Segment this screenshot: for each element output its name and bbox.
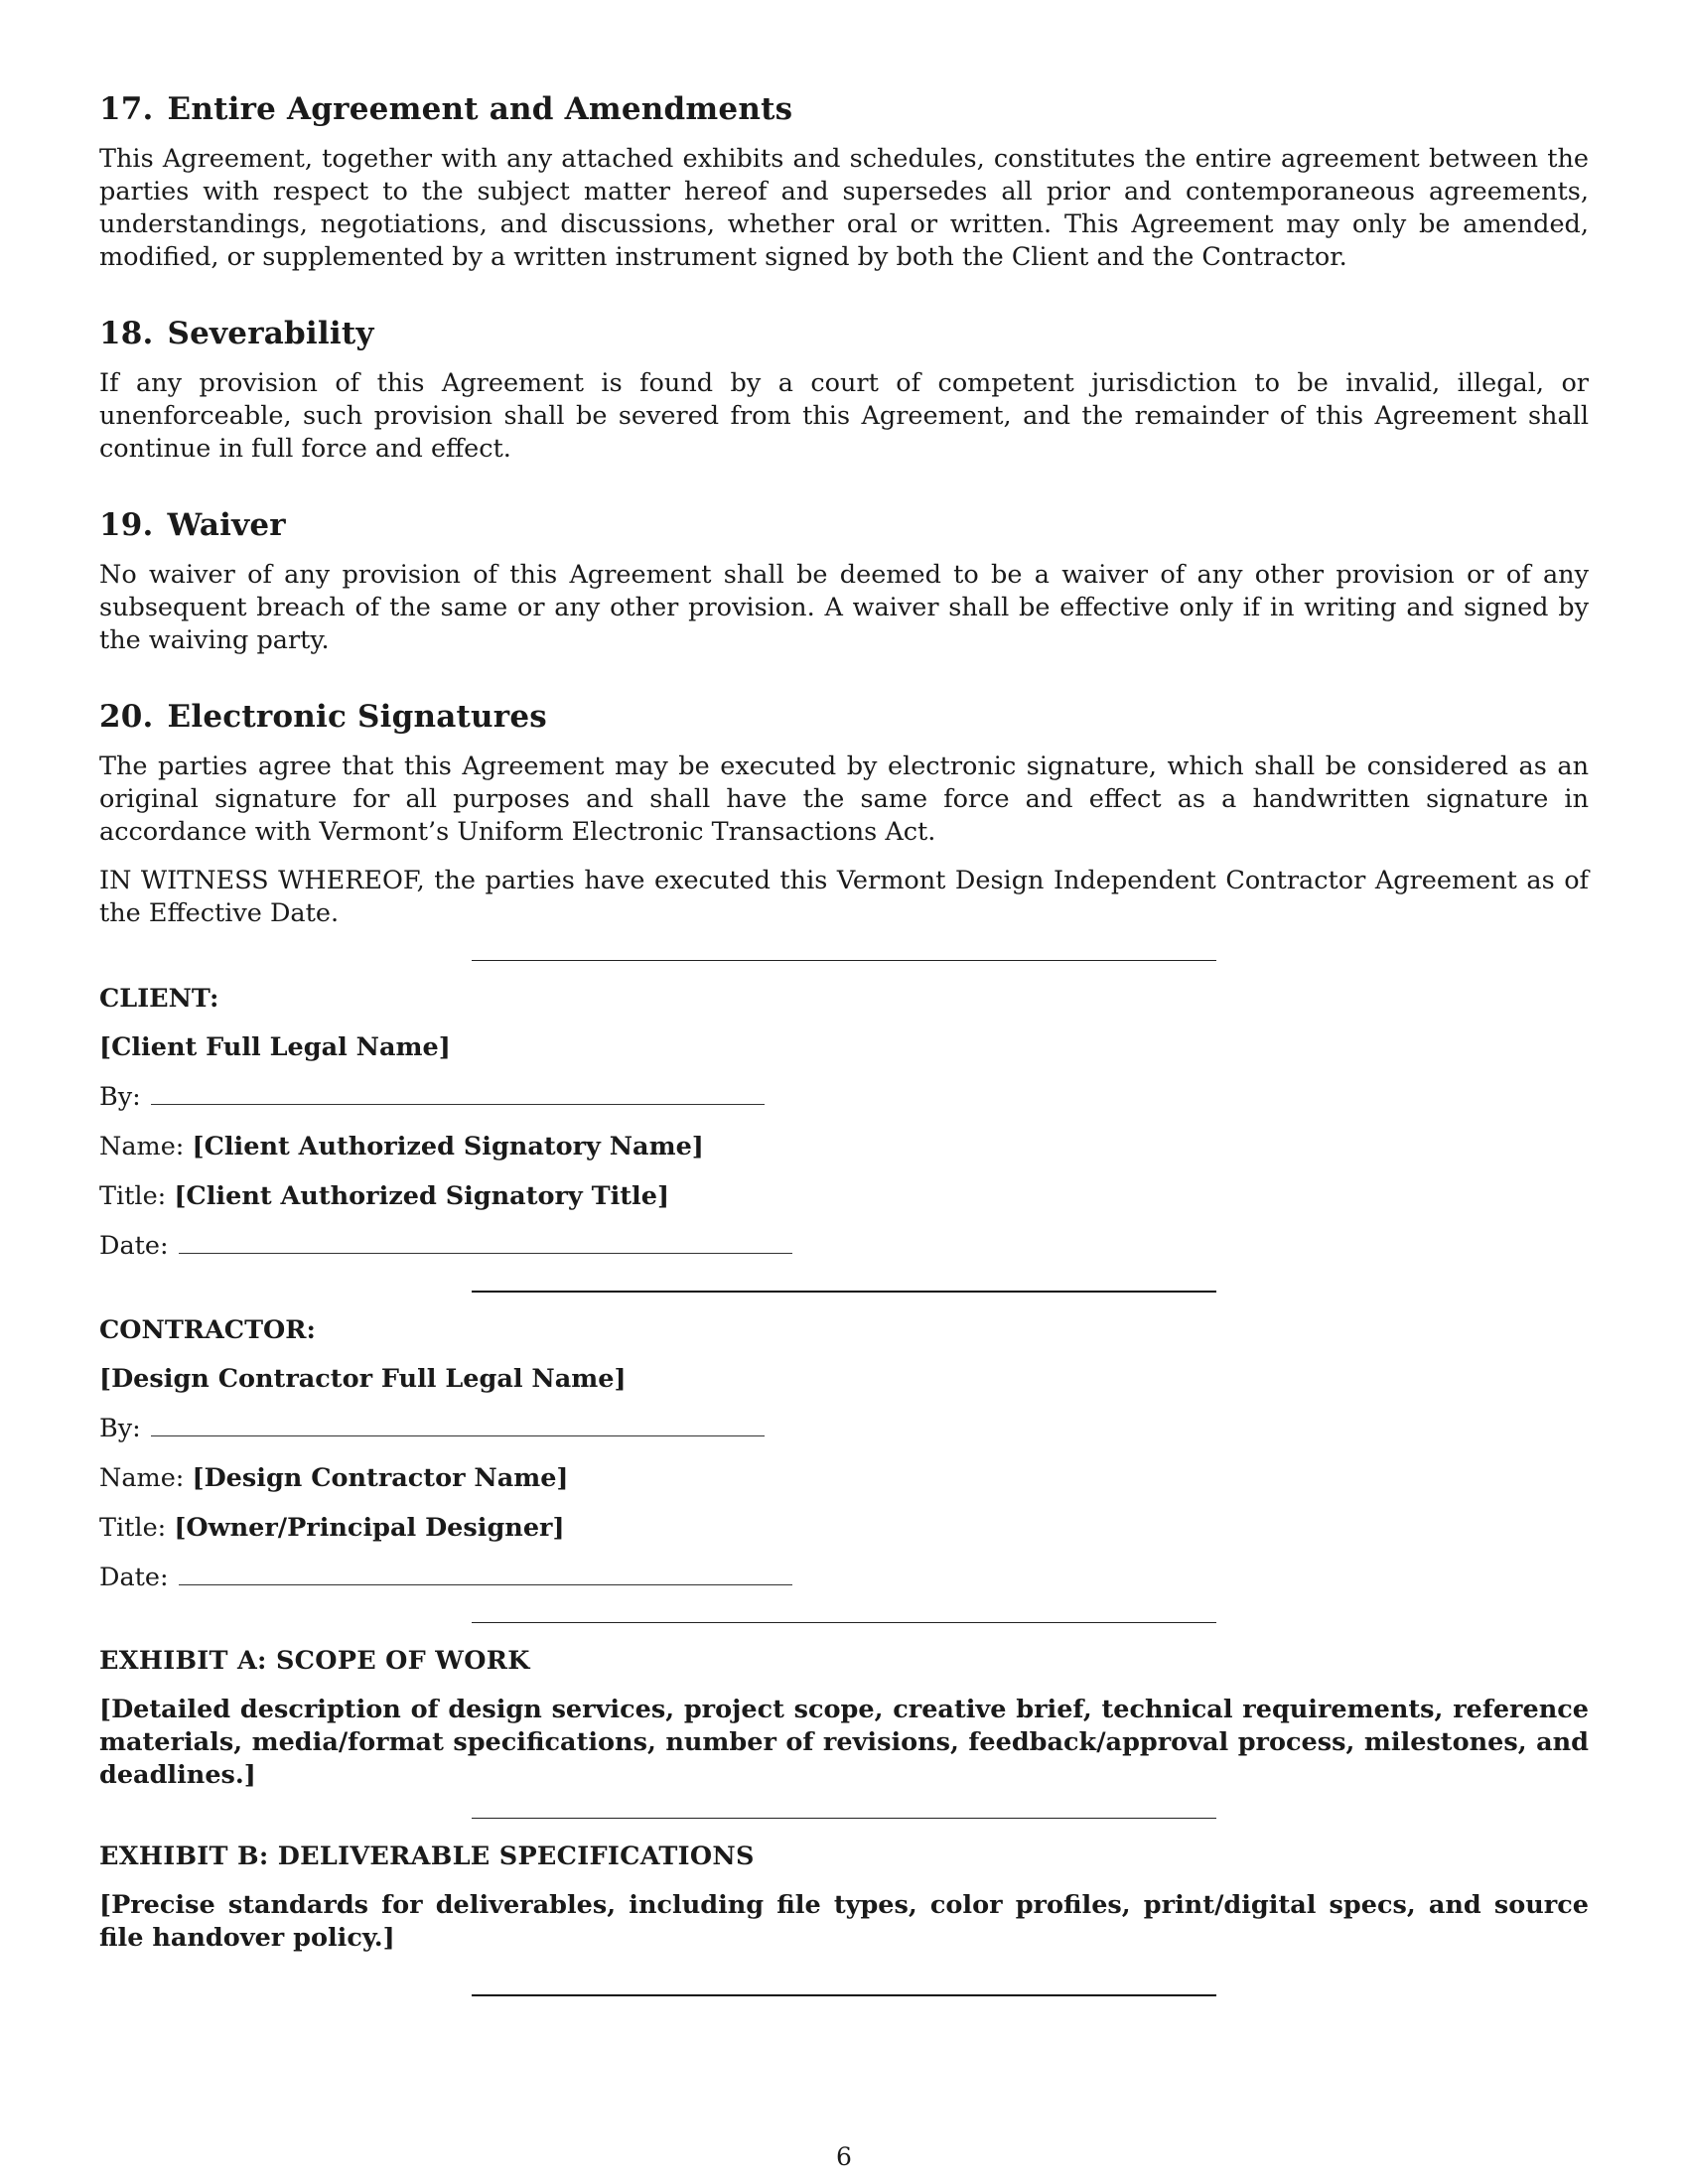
contractor-signature-line[interactable] bbox=[151, 1416, 765, 1436]
contractor-name-value: [Design Contractor Name] bbox=[192, 1463, 569, 1493]
client-legal-name: [Client Full Legal Name] bbox=[99, 1032, 451, 1062]
contractor-title-row bbox=[99, 1512, 1589, 1545]
section-17-number: 17. bbox=[99, 91, 154, 127]
contractor-legal-name: [Design Contractor Full Legal Name] bbox=[99, 1364, 627, 1394]
section-18-body: If any provision of this Agreement is found by a court of competent jurisdiction to be invalid, illegal, or unenforceable, such provision shall be severed from this Agreement, and the remainder of this Agreement shall continue in full force and effect. bbox=[99, 368, 1589, 464]
witness-clause: IN WITNESS WHEREOF, the parties have executed this Vermont Design Independent Contractor Agreement as of the Effective Date. bbox=[99, 866, 1589, 928]
contractor-date-line[interactable] bbox=[179, 1565, 792, 1585]
client-title-value: [Client Authorized Signatory Title] bbox=[174, 1181, 670, 1211]
client-label: CLIENT: bbox=[99, 984, 219, 1014]
contractor-name-row bbox=[99, 1462, 1589, 1495]
contractor-title-value: [Owner/Principal Designer] bbox=[174, 1513, 565, 1543]
section-19-heading bbox=[99, 505, 1589, 545]
client-by-row bbox=[99, 1081, 1589, 1114]
client-date-label: Date: bbox=[99, 1231, 169, 1261]
section-17-body: This Agreement, together with any attached exhibits and schedules, constitutes the entire agreement between the parties with respect to the subject matter hereof and supersedes all prior and contemporaneous agreements, understandings, negotiations, and discussions, whether oral or written. This Agreement may only be amended, modified, or supplemented by a written instrument signed by both the Client and the Contractor. bbox=[99, 144, 1589, 272]
section-20-heading bbox=[99, 697, 1589, 737]
contractor-label: CONTRACTOR: bbox=[99, 1315, 316, 1345]
client-name-value: [Client Authorized Signatory Name] bbox=[192, 1132, 704, 1161]
exhibit-b-title: EXHIBIT B: DELIVERABLE SPECIFICATIONS bbox=[99, 1842, 755, 1871]
client-name-row bbox=[99, 1131, 1589, 1163]
contractor-by-row bbox=[99, 1413, 1589, 1445]
divider-rule bbox=[472, 1994, 1216, 1996]
section-18-title: Severability bbox=[167, 316, 374, 351]
exhibit-a-title: EXHIBIT A: SCOPE OF WORK bbox=[99, 1646, 530, 1676]
contractor-name-label: Name: bbox=[99, 1463, 185, 1493]
contractor-date-label: Date: bbox=[99, 1563, 169, 1592]
section-20-body: The parties agree that this Agreement may be executed by electronic signature, which shall be considered as an original signature for all purposes and shall have the same force and effect as a handwritten signature in accordance with Vermont’s Uniform Electronic Transactions Act. bbox=[99, 751, 1589, 847]
section-17-title: Entire Agreement and Amendments bbox=[167, 91, 793, 127]
section-19-title: Waiver bbox=[167, 507, 286, 543]
section-19-number: 19. bbox=[99, 507, 154, 543]
client-date-line[interactable] bbox=[179, 1233, 792, 1254]
client-title-label: Title: bbox=[99, 1181, 167, 1211]
section-18-number: 18. bbox=[99, 316, 154, 351]
section-18-heading bbox=[99, 314, 1589, 353]
contractor-by-label: By: bbox=[99, 1414, 141, 1443]
exhibit-b-body: [Precise standards for deliverables, including file types, color profiles, print/digital specs, and source file handover policy.] bbox=[99, 1890, 1589, 1953]
section-17-heading bbox=[99, 89, 1589, 129]
contractor-date-row bbox=[99, 1562, 1589, 1594]
section-20-number: 20. bbox=[99, 699, 154, 735]
page-number: 6 bbox=[836, 2142, 852, 2171]
client-name-label: Name: bbox=[99, 1132, 185, 1161]
section-19-body: No waiver of any provision of this Agreement shall be deemed to be a waiver of any other provision or of any subsequent breach of the same or any other provision. A waiver shall be effective only if in writing and signed by the waiving party. bbox=[99, 560, 1589, 655]
section-20-title: Electronic Signatures bbox=[167, 699, 547, 735]
contractor-title-label: Title: bbox=[99, 1513, 167, 1543]
document-page bbox=[99, 89, 1589, 1996]
client-date-row bbox=[99, 1230, 1589, 1263]
client-by-label: By: bbox=[99, 1082, 141, 1112]
client-title-row bbox=[99, 1180, 1589, 1213]
client-signature-line[interactable] bbox=[151, 1084, 765, 1105]
exhibit-a-body: [Detailed description of design services, project scope, creative brief, technical requirements, reference materials, media/format specifications, number of revisions, feedback/approval process, milestones, and deadlines.] bbox=[99, 1695, 1589, 1790]
